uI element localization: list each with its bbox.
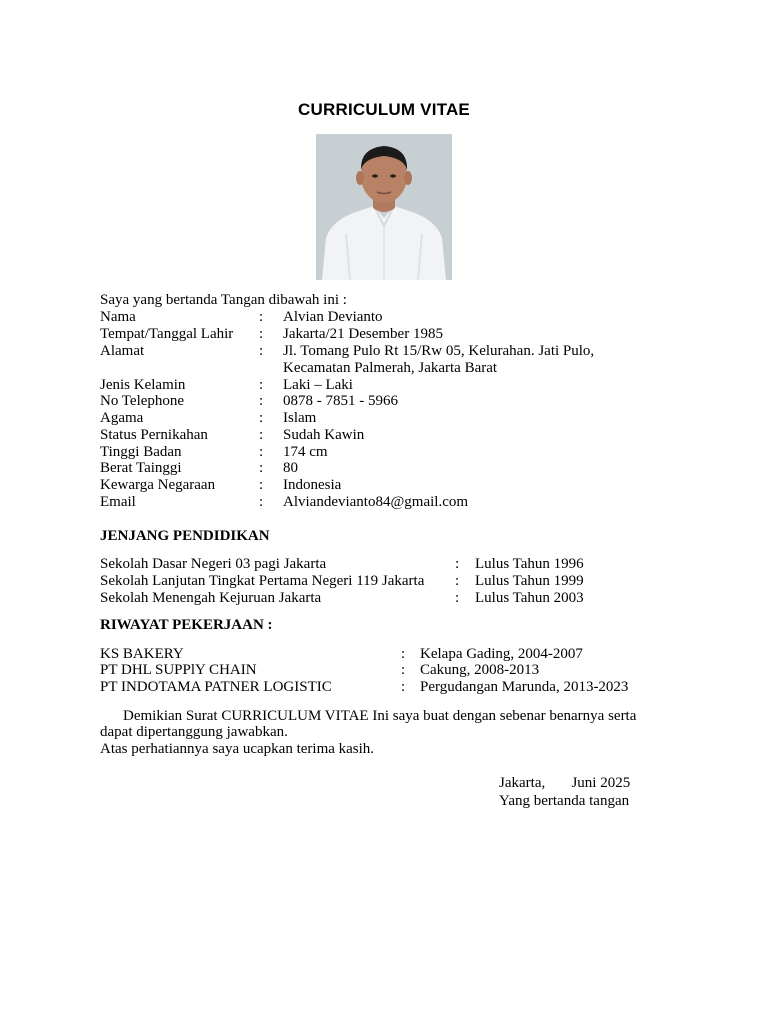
info-colon: : — [259, 477, 264, 493]
work-heading: RIWAYAT PEKERJAAN : — [100, 617, 273, 633]
info-value: Jl. Tomang Pulo Rt 15/Rw 05, Kelurahan. Jati Pulo, — [283, 343, 595, 359]
info-label: Email — [100, 494, 136, 510]
info-colon: : — [259, 326, 264, 342]
info-value: 80 — [283, 460, 298, 476]
document-title: CURRICULUM VITAE — [298, 100, 470, 119]
info-colon: : — [259, 377, 264, 393]
email-value: Alviandevianto84@gmail.com — [283, 494, 469, 510]
info-value: 174 cm — [283, 444, 328, 460]
info-value: Alvian Devianto — [283, 309, 383, 325]
info-value: Indonesia — [283, 477, 342, 493]
education-colon: : — [455, 573, 460, 589]
info-value: 0878 - 7851 - 5966 — [283, 393, 398, 409]
info-label: Tinggi Badan — [100, 444, 182, 460]
work-detail: Kelapa Gading, 2004-2007 — [420, 646, 583, 662]
education-heading: JENJANG PENDIDIKAN — [100, 528, 270, 544]
info-label: Kewarga Negaraan — [100, 477, 216, 493]
info-colon: : — [259, 410, 264, 426]
info-colon: : — [259, 309, 264, 325]
signature-signer: Yang bertanda tangan — [499, 793, 630, 809]
work-colon: : — [401, 662, 406, 678]
education-colon: : — [455, 556, 460, 572]
info-colon: : — [259, 393, 264, 409]
work-colon: : — [401, 679, 406, 695]
graduation-status: Lulus Tahun 1999 — [475, 573, 584, 589]
info-value: Laki – Laki — [283, 377, 353, 393]
school-name: Sekolah Menengah Kejuruan Jakarta — [100, 590, 322, 606]
work-detail: Pergudangan Marunda, 2013-2023 — [420, 679, 629, 695]
intro-text: Saya yang bertanda Tangan dibawah ini : — [100, 292, 347, 308]
info-label: Tempat/Tanggal Lahir — [100, 326, 234, 342]
graduation-status: Lulus Tahun 2003 — [475, 590, 584, 606]
work-colon: : — [401, 646, 406, 662]
work-detail: Cakung, 2008-2013 — [420, 662, 540, 678]
info-colon: : — [259, 444, 264, 460]
company-name: KS BAKERY — [100, 646, 184, 662]
signature-place-date: Jakarta, Juni 2025 — [499, 775, 631, 791]
info-colon: : — [259, 427, 264, 443]
info-label: Alamat — [100, 343, 145, 359]
info-colon: : — [259, 343, 264, 359]
closing-statement: Demikian Surat CURRICULUM VITAE Ini saya buat dengan sebenar benarnya serta — [123, 708, 637, 724]
school-name: Sekolah Lanjutan Tingkat Pertama Negeri 119 Jakarta — [100, 573, 425, 589]
info-value-continued: Kecamatan Palmerah, Jakarta Barat — [283, 360, 498, 376]
info-label: Nama — [100, 309, 136, 325]
info-label: Berat Tainggi — [100, 460, 182, 476]
profile-photo — [316, 134, 452, 280]
info-label: Jenis Kelamin — [100, 377, 186, 393]
school-name: Sekolah Dasar Negeri 03 pagi Jakarta — [100, 556, 327, 572]
info-label: Status Pernikahan — [100, 427, 208, 443]
company-name: PT INDOTAMA PATNER LOGISTIC — [100, 679, 332, 695]
closing-statement-continued: dapat dipertanggung jawabkan. — [100, 724, 288, 740]
closing-thanks: Atas perhatiannya saya ucapkan terima kasih. — [100, 741, 375, 757]
info-value: Islam — [283, 410, 317, 426]
info-label: Agama — [100, 410, 144, 426]
profile-photo-image — [316, 134, 452, 280]
graduation-status: Lulus Tahun 1996 — [475, 556, 584, 572]
education-colon: : — [455, 590, 460, 606]
company-name: PT DHL SUPPlY CHAIN — [100, 662, 257, 678]
info-colon: : — [259, 460, 264, 476]
info-value: Sudah Kawin — [283, 427, 365, 443]
info-colon: : — [259, 494, 264, 510]
info-value: Jakarta/21 Desember 1985 — [283, 326, 443, 342]
info-label: No Telephone — [100, 393, 185, 409]
